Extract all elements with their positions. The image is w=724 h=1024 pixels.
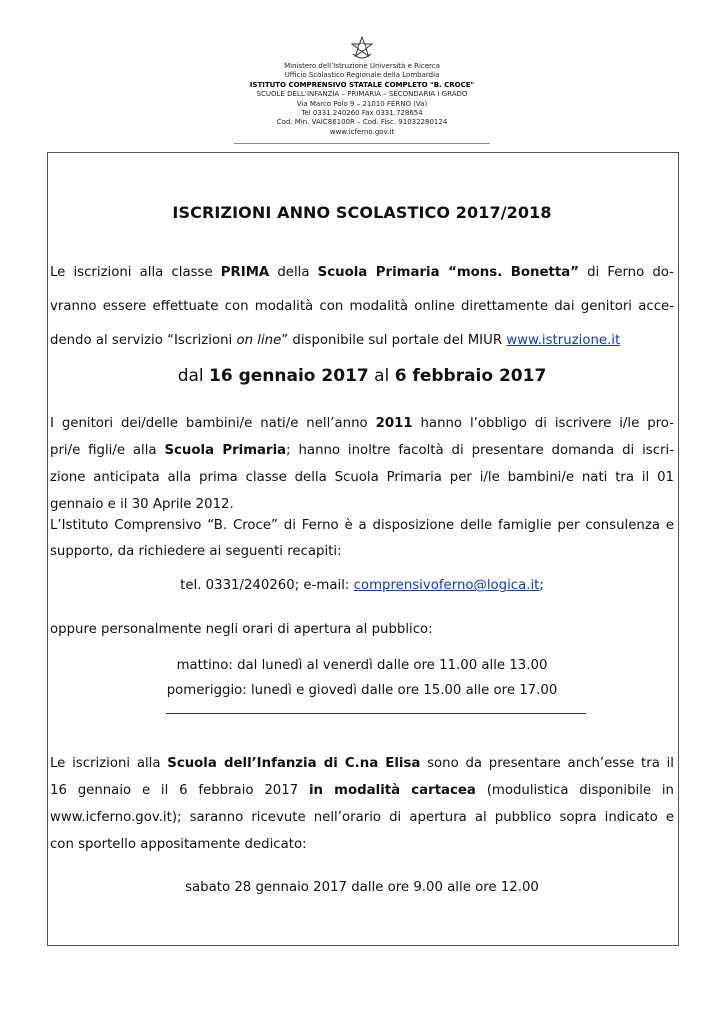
text: di Ferno do- bbox=[578, 265, 674, 280]
text: (modulistica disponibile in bbox=[475, 783, 674, 798]
contact-line bbox=[50, 576, 674, 596]
text: I genitori dei/delle bambini/e nati/e nell’anno bbox=[50, 416, 376, 431]
intro-line bbox=[50, 256, 674, 290]
morning-hours: mattino: dal lunedì al venerdì dalle ore 11.00 alle 13.00 bbox=[176, 658, 548, 673]
infanzia-line: con sportello appositamente dedicato: bbox=[50, 837, 307, 852]
primaria-paragraph bbox=[50, 410, 674, 518]
saturday-hours: sabato 28 gennaio 2017 dalle ore 9.00 alle ore 12.00 bbox=[185, 880, 539, 895]
infanzia-paragraph bbox=[50, 750, 674, 858]
text: dendo al servizio “Iscrizioni bbox=[50, 333, 237, 348]
primaria-line bbox=[50, 410, 674, 437]
letterhead-address: Via Marco Polo 9 – 21010 FERNO (Va) bbox=[296, 99, 428, 108]
support-paragraph bbox=[50, 513, 674, 565]
text: ; bbox=[539, 578, 544, 593]
letterhead-divider bbox=[234, 143, 490, 144]
class-prima: PRIMA bbox=[220, 265, 270, 280]
birth-year: 2011 bbox=[375, 416, 413, 431]
enrollment-dates bbox=[0, 366, 724, 386]
support-line: L’Istituto Comprensivo “B. Croce” di Ferno è a disposizione delle famiglie per consulenza e bbox=[50, 518, 674, 533]
miur-link[interactable]: www.istruzione.it bbox=[506, 333, 621, 348]
infanzia-line bbox=[50, 750, 674, 777]
letterhead bbox=[0, 36, 724, 144]
text: ; hanno inoltre facoltà di presentare domanda di iscri- bbox=[286, 443, 674, 458]
letterhead-codes: Cod. Min. VAIC86100R – Cod. Fisc. 91032280124 bbox=[276, 118, 448, 127]
text: ” disponibile sul portale del MIUR bbox=[281, 333, 507, 348]
letterhead-ministry: Ministero dell’Istruzione Università e Ricerca bbox=[284, 62, 440, 70]
section-divider bbox=[166, 713, 586, 714]
paper-mode: in modalità cartacea bbox=[308, 783, 476, 798]
intro-paragraph bbox=[50, 256, 674, 358]
school-name: Scuola Primaria “mons. Bonetta” bbox=[317, 265, 579, 280]
office-hours bbox=[50, 653, 674, 703]
letterhead-phone: Tel 0331.240260 Fax 0331.728654 bbox=[301, 109, 423, 118]
infanzia-line: www.icferno.gov.it); saranno ricevute nell’orario di apertura al pubblico sopra indicato e bbox=[50, 810, 674, 825]
infanzia-line bbox=[50, 777, 674, 804]
letterhead-schools: SCUOLE DELL’INFANZIA – PRIMARIA – SECONDARIA I GRADO bbox=[256, 90, 468, 99]
phone-text: tel. 0331/240260; e-mail: bbox=[180, 578, 354, 593]
email-link[interactable]: comprensivoferno@logica.it bbox=[353, 578, 540, 593]
end-date: 6 febbraio 2017 bbox=[394, 366, 547, 386]
intro-line bbox=[50, 324, 674, 358]
text: hanno l’obbligo di iscrivere i/le pro- bbox=[412, 416, 674, 431]
afternoon-hours: pomeriggio: lunedì e giovedì dalle ore 15.00 alle ore 17.00 bbox=[166, 683, 558, 698]
primaria-line: gennaio e il 30 Aprile 2012. bbox=[50, 497, 234, 512]
primaria-line: zione anticipata alla prima classe della Scuola Primaria per i/le bambini/e nati tra il 01 bbox=[50, 470, 674, 485]
text: Le iscrizioni alla classe bbox=[50, 265, 221, 280]
page-title: ISCRIZIONI ANNO SCOLASTICO 2017/2018 bbox=[172, 203, 552, 222]
text: della bbox=[269, 265, 318, 280]
infanzia-school: Scuola dell’Infanzia di C.na Elisa bbox=[167, 756, 421, 771]
intro-line: vranno essere effettuate con modalità con modalità online direttamente dai genitori acce- bbox=[50, 299, 674, 314]
start-date: 16 gennaio 2017 bbox=[209, 366, 369, 386]
letterhead-institute: ISTITUTO COMPRENSIVO STATALE COMPLETO "B. CROCE" bbox=[249, 80, 475, 89]
text: pri/e figli/e alla bbox=[50, 443, 165, 458]
italian-republic-emblem-icon bbox=[351, 36, 373, 60]
personal-line: oppure personalmente negli orari di apertura al pubblico: bbox=[50, 622, 433, 637]
text: Le iscrizioni alla bbox=[50, 756, 168, 771]
letterhead-office: Ufficio Scolastico Regionale della Lombardia bbox=[284, 71, 440, 80]
text: 16 gennaio e il 6 febbraio 2017 bbox=[50, 783, 309, 798]
primaria-line bbox=[50, 437, 674, 464]
online-text: on line bbox=[236, 333, 282, 348]
support-line: supporto, da richiedere ai seguenti recapiti: bbox=[50, 544, 342, 559]
text: al bbox=[368, 366, 395, 386]
text: sono da presentare anch’esse tra il bbox=[420, 756, 674, 771]
text: dal bbox=[177, 366, 210, 386]
school-type: Scuola Primaria bbox=[164, 443, 287, 458]
letterhead-website: www.icferno.gov.it bbox=[329, 127, 395, 136]
